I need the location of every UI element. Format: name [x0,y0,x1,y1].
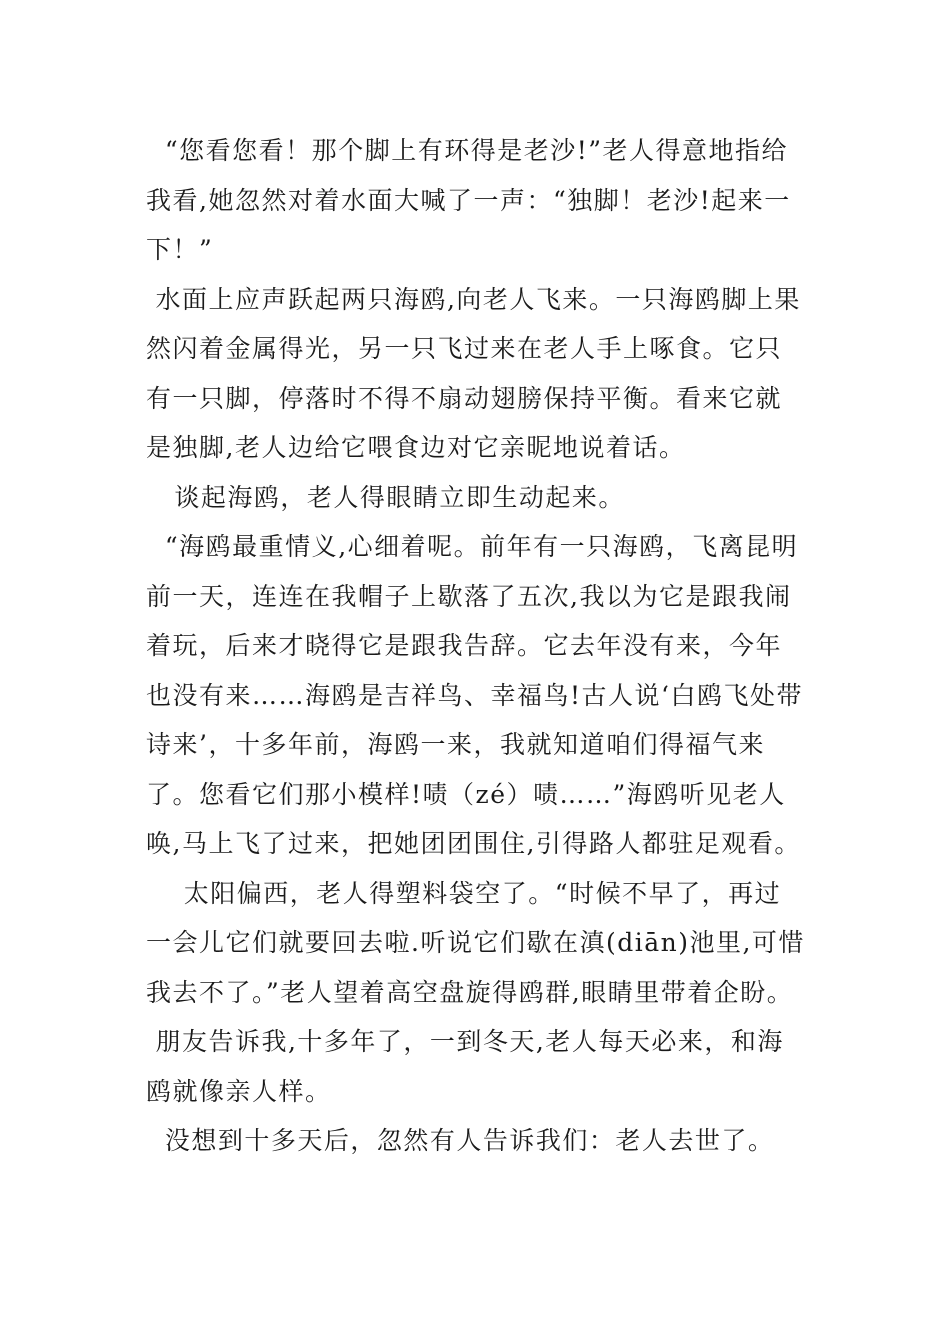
paragraph-4: “海鸥最重情义,心细着呢。前年有一只海鸥，飞离昆明前一天，连连在我帽子上歇落了五次,我以为它是跟我闹着玩，后来才晓得它是跟我告辞。它去年没有来，今年也没有来……海鸥是吉祥鸟、幸福鸟!古人说‘白鸥飞处带诗来’，十多年前，海鸥一来，我就知道咱们得福气来了。您看它们那小模样!啧（zé）啧……”海鸥听见老人唤,马上飞了过来，把她团团围住,引得路人都驻足观看。 [146,532,803,858]
paragraph-3: 谈起海鸥，老人得眼睛立即生动起来。 [146,482,625,512]
paragraph-1: “您看您看！那个脚上有环得是老沙!”老人得意地指给我看,她忽然对着水面大喊了一声：“独脚！老沙!起来一下！” [146,136,791,264]
paragraph-5: 太阳偏西，老人得塑料袋空了。“时候不早了，再过一会儿它们就要回去啦.听说它们歇在滇(diān)池里,可惜我去不了。”老人望着高空盘旋得鸥群,眼睛里带着企盼。 [146,878,805,1007]
article-body [146,126,806,1166]
paragraph-2: 水面上应声跃起两只海鸥,向老人飞来。一只海鸥脚上果然闪着金属得光，另一只飞过来在老人手上啄食。它只有一只脚，停落时不得不扇动翅膀保持平衡。看来它就是独脚,老人边给它喂食边对它亲昵地说着话。 [146,284,801,462]
paragraph-7: 没想到十多天后，忽然有人告诉我们：老人去世了。 [146,1126,775,1155]
paragraph-6: 朋友告诉我,十多年了，一到冬天,老人每天必来，和海鸥就像亲人样。 [146,1027,784,1106]
